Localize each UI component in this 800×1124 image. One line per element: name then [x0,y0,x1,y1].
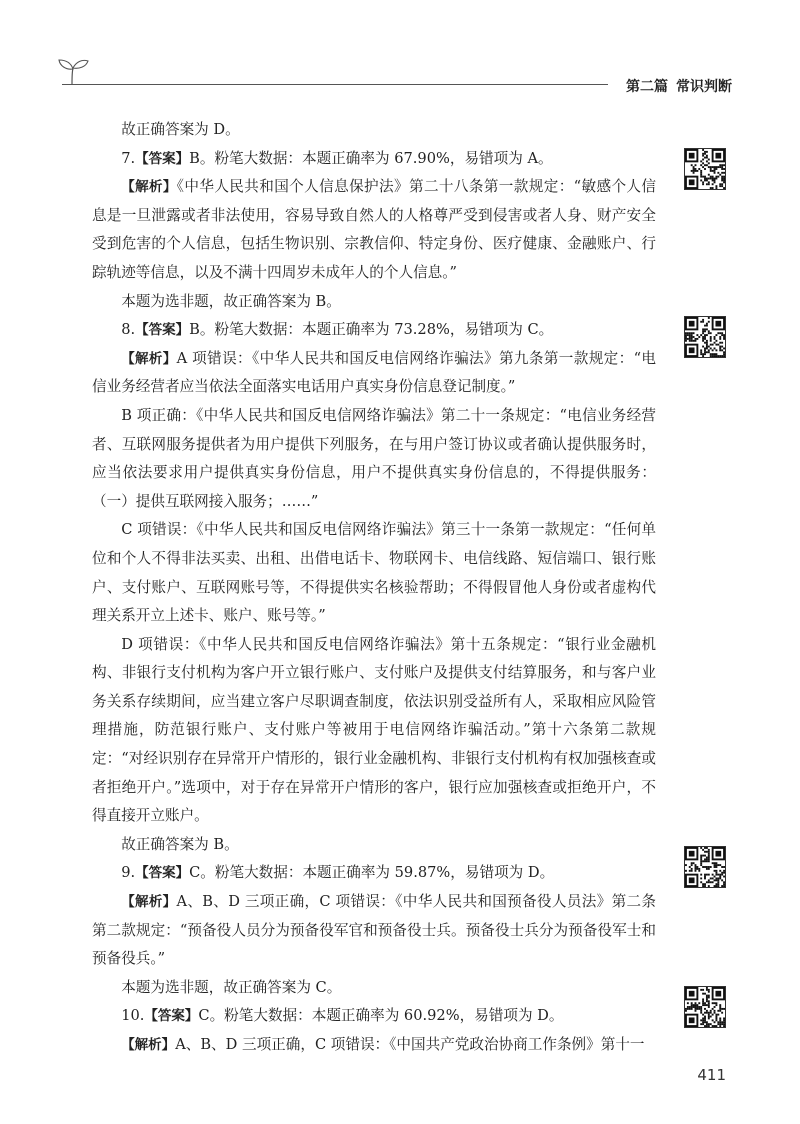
qr-code-icon[interactable] [684,148,726,190]
explanation-tag: 【解析】 [121,894,177,911]
option-c-8: C 项错误：《中华人民共和国反电信网络诈骗法》第三十一条第一款规定：“任何单位和个人不得非法买卖、出租、出借电话卡、物联网卡、电信线路、短信端口、银行账户、支付账户、互联网账号等，不得提供实名核验帮助；不得假冒他人身份或者虚构代理关系开立上述卡、账户、账号等。” [92,521,656,625]
answer-line-9: 9.【答案】C。粉笔大数据：本题正确率为 59.87%，易错项为 D。 [121,864,555,882]
explanation-tag: 【解析】 [121,1037,176,1053]
answer-line-10: 10.【答案】C。粉笔大数据：本题正确率为 60.92%，易错项为 D。 [121,1007,564,1025]
explanation-tag: 【解析】 [121,350,177,367]
conclusion-8: 故正确答案为 B。 [121,835,239,853]
answer-line-8: 8.【答案】B。粉笔大数据：本题正确率为 73.28%，易错项为 C。 [121,321,554,339]
running-head [608,76,732,96]
explanation-9: 【解析】A、B、D 三项正确，C 项错误：《中华人民共和国预备役人员法》第二条第二款规定：“预备役人员分为预备役军官和预备役士兵。预备役士兵分为预备役军士和预备役兵。” [92,893,656,968]
qr-code-icon[interactable] [684,316,726,358]
qr-code-icon[interactable] [684,846,726,888]
answer-tag: 【答案】 [135,865,190,882]
explanation-tag: 【解析】 [121,179,177,196]
explanation-8: 【解析】A 项错误：《中华人民共和国反电信网络诈骗法》第九条第一款规定：“电信业务经营者应当依法全面落实电话用户真实身份信息登记制度。” [92,349,656,396]
running-head-part: 第二篇 [626,79,668,95]
answer-line-7: 7.【答案】B。粉笔大数据：本题正确率为 67.90%，易错项为 A。 [121,149,553,167]
option-b-8: B 项正确：《中华人民共和国反电信网络诈骗法》第二十一条规定：“电信业务经营者、互联网服务提供者为用户提供下列服务，在与用户签订协议或者确认提供服务时，应当依法要求用户提供真实身份信息，用户不提供真实身份信息的，不得提供服务：（一）提供互联网接入服务；……” [92,406,656,510]
answer-tag: 【答案】 [144,1008,199,1025]
page-number: 411 [697,1066,726,1084]
answer-tag: 【答案】 [135,150,190,167]
conclusion-7: 本题为选非题，故正确答案为 B。 [121,292,341,310]
conclusion-9: 本题为选非题，故正确答案为 C。 [121,978,342,996]
explanation-7: 【解析】《中华人民共和国个人信息保护法》第二十八条第一款规定：“敏感个人信息是一旦泄露或者非法使用，容易导致自然人的人格尊严受到侵害或者人身、财产安全受到危害的个人信息，包括生物识别、宗教信仰、特定身份、医疗健康、金融账户、行踪轨迹等信息，以及不满十四周岁未成年人的个人信息。” [92,178,656,281]
answer-tag: 【答案】 [135,322,190,339]
sprout-icon [52,56,92,86]
running-head-chapter: 常识判断 [676,79,732,95]
explanation-10: 【解析】A、B、D 三项正确，C 项错误：《中国共产党政治协商工作条例》第十一 [121,1036,645,1053]
page-body [92,116,656,1060]
qr-code-icon[interactable] [684,986,726,1028]
paragraph: 故正确答案为 D。 [121,121,240,138]
option-d-8: D 项错误：《中华人民共和国反电信网络诈骗法》第十五条规定：“银行业金融机构、非银行支付机构为客户开立银行账户、支付账户及提供支付结算服务，和与客户业务关系存续期间，应当建立客户尽职调查制度，依法识别受益所有人，采取相应风险管理措施，防范银行账户、支付账户等被用于电信网络诈骗活动。”第十六条第二款规定：“对经识别存在异常开户情形的，银行业金融机构、非银行支付机构有权加强核查或者拒绝开户。”选项中，对于存在异常开户情形的客户，银行应加强核查或拒绝开户，不得直接开立账户。 [92,635,656,825]
